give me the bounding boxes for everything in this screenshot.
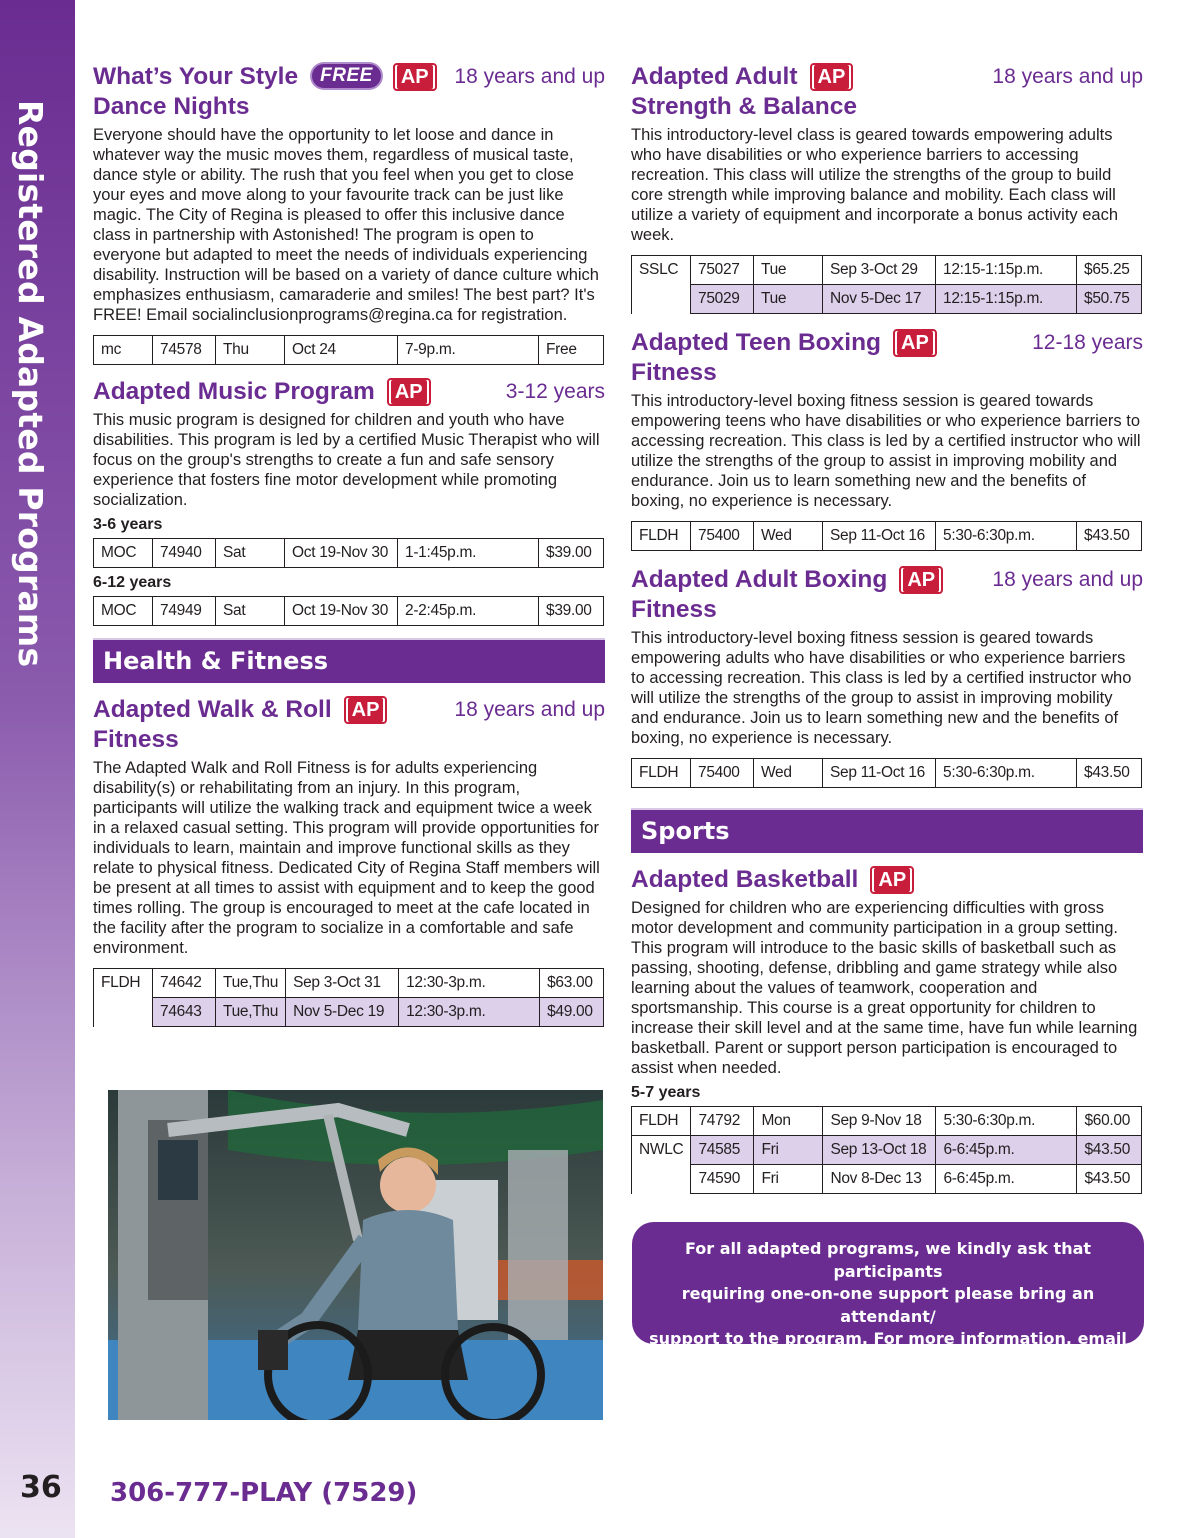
attendant-notice-callout	[632, 1222, 1144, 1393]
dates-cell: Nov 8-Dec 13	[823, 1165, 936, 1194]
section-header-sports: Sports	[631, 808, 1143, 853]
strength-title-line1: Adapted Adult	[631, 63, 798, 90]
walk-title-line2: Fitness	[93, 726, 179, 753]
dance-title-line2: Dance Nights	[93, 93, 250, 120]
page-number: 36	[20, 1470, 62, 1505]
day-cell: Wed	[754, 759, 823, 788]
price-cell: $39.00	[539, 539, 604, 568]
basketball-title: Adapted Basketball	[631, 866, 859, 893]
price-cell: $43.50	[1077, 759, 1142, 788]
music-age-group-2: 6-12 years	[93, 574, 172, 591]
dates-cell: Sep 3-Oct 29	[823, 256, 936, 285]
location-cell: FLDH	[632, 1107, 691, 1136]
teen-boxing-title-line1: Adapted Teen Boxing	[631, 329, 882, 356]
dates-cell: Sep 9-Nov 18	[823, 1107, 936, 1136]
dates-cell: Nov 5-Dec 17	[823, 285, 936, 314]
day-cell: Wed	[754, 522, 823, 551]
callout-line-1: For all adapted programs, we kindly ask that participants	[684, 1239, 1092, 1281]
location-cell: FLDH	[632, 759, 691, 788]
teen-boxing-description: This introductory-level boxing fitness session is geared towards empowering teens who have disabilities or who experience barriers to accessing recreation. This class is led by a certified instructor who will utilize the strengths of the group to assist in improving mobility and endurance. Join us to learn something new and the benefits of boxing, no experience is necessary.	[631, 392, 1141, 510]
price-cell: $43.50	[1077, 522, 1142, 551]
day-cell: Tue	[754, 285, 823, 314]
course-code-cell: 75400	[691, 759, 754, 788]
adult-boxing-title-line1: Adapted Adult Boxing	[631, 566, 888, 593]
basketball-age-group: 5-7 years	[631, 1084, 701, 1101]
photo-wheelchair-fitness	[108, 1090, 603, 1420]
left-column	[93, 62, 605, 1039]
location-cell: SSLC	[632, 256, 691, 285]
time-cell: 12:15-1:15p.m.	[936, 285, 1077, 314]
day-cell: Fri	[754, 1136, 823, 1165]
adult-boxing-schedule-table	[631, 758, 1142, 788]
dates-cell: Nov 5-Dec 19	[286, 998, 399, 1027]
price-cell: $43.50	[1077, 1136, 1142, 1165]
price-cell: $63.00	[540, 969, 604, 998]
ap-badge: AP	[393, 63, 437, 91]
strength-schedule-table	[631, 255, 1142, 314]
table-row	[632, 759, 1142, 788]
day-cell: Sat	[216, 597, 285, 626]
location-cell: MOC	[94, 539, 153, 568]
basketball-description: Designed for children who are experiencing difficulties with gross motor development and community participation in a group setting. This program will introduce to the basic skills of basketball such as passing, shooting, defense, dribbling and game strategy while also learning about the values of teamwork, cooperation and sportsmanship. This course is a great opportunity for children to increase their skill level and at the same time, have fun while learning basketball. Parent or support person participation is encouraged to assist when needed.	[631, 899, 1138, 1077]
course-code-cell: 75029	[691, 285, 754, 314]
table-row	[632, 256, 1142, 285]
course-code-cell: 75027	[691, 256, 754, 285]
day-cell: Tue,Thu	[216, 969, 286, 998]
location-cell	[94, 998, 153, 1027]
music-schedule-table-1	[93, 538, 604, 568]
location-cell: NWLC	[632, 1136, 691, 1165]
basketball-header	[631, 865, 1143, 895]
adult-boxing-description: This introductory-level boxing fitness session is geared towards empowering adults who have disabilities or who experience barriers to accessing recreation. This class is led by a certified instructor who will utilize the strengths of the group to assist in improving mobility and endurance. Join us to learn something new and the benefits of boxing, no experience is necessary.	[631, 629, 1132, 747]
walk-description: The Adapted Walk and Roll Fitness is for adults experiencing disability(s) or rehabilitating from an injury. In this program, participants will utilize the walking track and equipment twice a week in a relaxed casual setting. This program will provide opportunities for individuals to learn, maintain and improve functional skills as they relate to physical fitness. Dedicated City of Regina Staff members will be present at all times to assist with equipment and to keep the good times rolling. The group is encouraged to meet at the cafe located in the facility after the program to socialize in a comfortable and safe environment.	[93, 759, 600, 957]
strength-description: This introductory-level class is geared towards empowering adults who have disabilities or who experience barriers to accessing recreation. This class will utilize the strengths of the group to build core strength while improving balance and mobility. Each class will utilize a variety of equipment and incorporate a bonus activity each week.	[631, 126, 1119, 244]
sidebar	[0, 0, 75, 1538]
photo-illustration	[108, 1090, 603, 1420]
teen-boxing-age: 12-18 years	[1032, 331, 1143, 354]
time-cell: 5:30-6:30p.m.	[936, 1107, 1077, 1136]
time-cell: 6-6:45p.m.	[936, 1165, 1077, 1194]
time-cell: 12:30-3p.m.	[399, 969, 540, 998]
location-cell: MOC	[94, 597, 153, 626]
table-row	[94, 336, 604, 365]
dates-cell: Sep 3-Oct 31	[286, 969, 399, 998]
ap-badge: AP	[387, 378, 431, 406]
price-cell: $39.00	[539, 597, 604, 626]
course-code-cell: 74643	[153, 998, 216, 1027]
teen-boxing-title-line2: Fitness	[631, 359, 717, 386]
footer-phone: 306-777-PLAY (7529)	[110, 1478, 418, 1508]
price-cell: $49.00	[540, 998, 604, 1027]
adult-boxing-title-line2: Fitness	[631, 596, 717, 623]
adult-boxing-age: 18 years and up	[992, 568, 1143, 591]
time-cell: 2-2:45p.m.	[398, 597, 539, 626]
right-column	[631, 62, 1143, 1206]
dance-schedule-table	[93, 335, 604, 365]
table-row	[632, 285, 1142, 314]
walk-schedule-table	[93, 968, 604, 1027]
price-cell: $50.75	[1077, 285, 1142, 314]
table-row	[632, 1136, 1142, 1165]
callout-line-2: requiring one-on-one support please bring an attendant/	[681, 1284, 1095, 1326]
time-cell: 7-9p.m.	[398, 336, 539, 365]
basketball-schedule-table	[631, 1106, 1142, 1194]
ap-badge: AP	[870, 866, 914, 894]
time-cell: 12:15-1:15p.m.	[936, 256, 1077, 285]
course-code-cell: 74792	[691, 1107, 754, 1136]
table-row	[632, 1165, 1142, 1194]
price-cell: $43.50	[1077, 1165, 1142, 1194]
music-age: 3-12 years	[505, 380, 605, 403]
adult-boxing-header	[631, 565, 1143, 625]
location-cell: mc	[94, 336, 153, 365]
walk-header	[93, 695, 605, 755]
ap-badge: AP	[899, 566, 943, 594]
table-row	[632, 1107, 1142, 1136]
ap-badge: AP	[344, 696, 388, 724]
free-badge: FREE	[312, 64, 381, 88]
dance-header	[93, 62, 605, 122]
callout-line-3: support to the program. For more information, email	[649, 1329, 1127, 1348]
location-cell	[632, 1165, 691, 1194]
dates-cell: Sep 13-Oct 18	[823, 1136, 936, 1165]
time-cell: 5:30-6:30p.m.	[936, 759, 1077, 788]
day-cell: Tue	[754, 256, 823, 285]
day-cell: Sat	[216, 539, 285, 568]
dates-cell: Sep 11-Oct 16	[823, 759, 936, 788]
music-age-group-1: 3-6 years	[93, 516, 163, 533]
ap-badge: AP	[810, 63, 854, 91]
table-row	[94, 597, 604, 626]
price-cell: $60.00	[1077, 1107, 1142, 1136]
day-cell: Fri	[754, 1165, 823, 1194]
dates-cell: Oct 24	[285, 336, 398, 365]
course-code-cell: 75400	[691, 522, 754, 551]
course-code-cell: 74940	[153, 539, 216, 568]
day-cell: Mon	[754, 1107, 823, 1136]
course-code-cell: 74642	[153, 969, 216, 998]
teen-boxing-schedule-table	[631, 521, 1142, 551]
price-cell: Free	[539, 336, 604, 365]
strength-title-line2: Strength & Balance	[631, 93, 857, 120]
callout-line-4: socialinclusionprograms@regina.ca or call 306-510-2025.	[654, 1351, 1122, 1393]
day-cell: Thu	[216, 336, 285, 365]
time-cell: 12:30-3p.m.	[399, 998, 540, 1027]
music-title: Adapted Music Program	[93, 378, 375, 405]
course-code-cell: 74578	[153, 336, 216, 365]
dates-cell: Sep 11-Oct 16	[823, 522, 936, 551]
location-cell: FLDH	[94, 969, 153, 998]
table-row	[632, 522, 1142, 551]
dates-cell: Oct 19-Nov 30	[285, 539, 398, 568]
ap-badge: AP	[893, 329, 937, 357]
music-schedule-table-2	[93, 596, 604, 626]
time-cell: 1-1:45p.m.	[398, 539, 539, 568]
section-header-health-fitness: Health & Fitness	[93, 638, 605, 683]
walk-title-line1: Adapted Walk & Roll	[93, 696, 332, 723]
location-cell	[632, 285, 691, 314]
sidebar-title: Registered Adapted Programs	[11, 100, 50, 668]
price-cell: $65.25	[1077, 256, 1142, 285]
day-cell: Tue,Thu	[216, 998, 286, 1027]
table-row	[94, 539, 604, 568]
location-cell: FLDH	[632, 522, 691, 551]
table-row	[94, 969, 604, 998]
strength-header	[631, 62, 1143, 122]
music-description: This music program is designed for children and youth who have disabilities. This program is led by a certified Music Therapist who will focus on the group's strengths to create a fun and safe sensory experience that fosters fine motor development while promoting socialization.	[93, 411, 600, 509]
table-row	[94, 998, 604, 1027]
time-cell: 6-6:45p.m.	[936, 1136, 1077, 1165]
dance-age: 18 years and up	[454, 65, 605, 88]
dance-title-line1: What’s Your Style	[93, 63, 299, 90]
time-cell: 5:30-6:30p.m.	[936, 522, 1077, 551]
music-header	[93, 377, 605, 407]
dates-cell: Oct 19-Nov 30	[285, 597, 398, 626]
teen-boxing-header	[631, 328, 1143, 388]
strength-age: 18 years and up	[992, 65, 1143, 88]
course-code-cell: 74585	[691, 1136, 754, 1165]
course-code-cell: 74590	[691, 1165, 754, 1194]
course-code-cell: 74949	[153, 597, 216, 626]
walk-age: 18 years and up	[454, 698, 605, 721]
dance-description: Everyone should have the opportunity to let loose and dance in whatever way the music moves them, regardless of musical taste, dance style or ability. The rush that you feel when you get to close your eyes and move along to your favourite track can be just like magic. The City of Regina is pleased to offer this inclusive dance class in partnership with Astonished! The program is open to everyone but adapted to meet the needs of individuals experiencing disability. Instruction will be based on a variety of dance culture which emphasizes enthusiasm, camaraderie and smiles! The best part? It's FREE! Email socialinclusionprograms@regina.ca for registration.	[93, 126, 599, 324]
